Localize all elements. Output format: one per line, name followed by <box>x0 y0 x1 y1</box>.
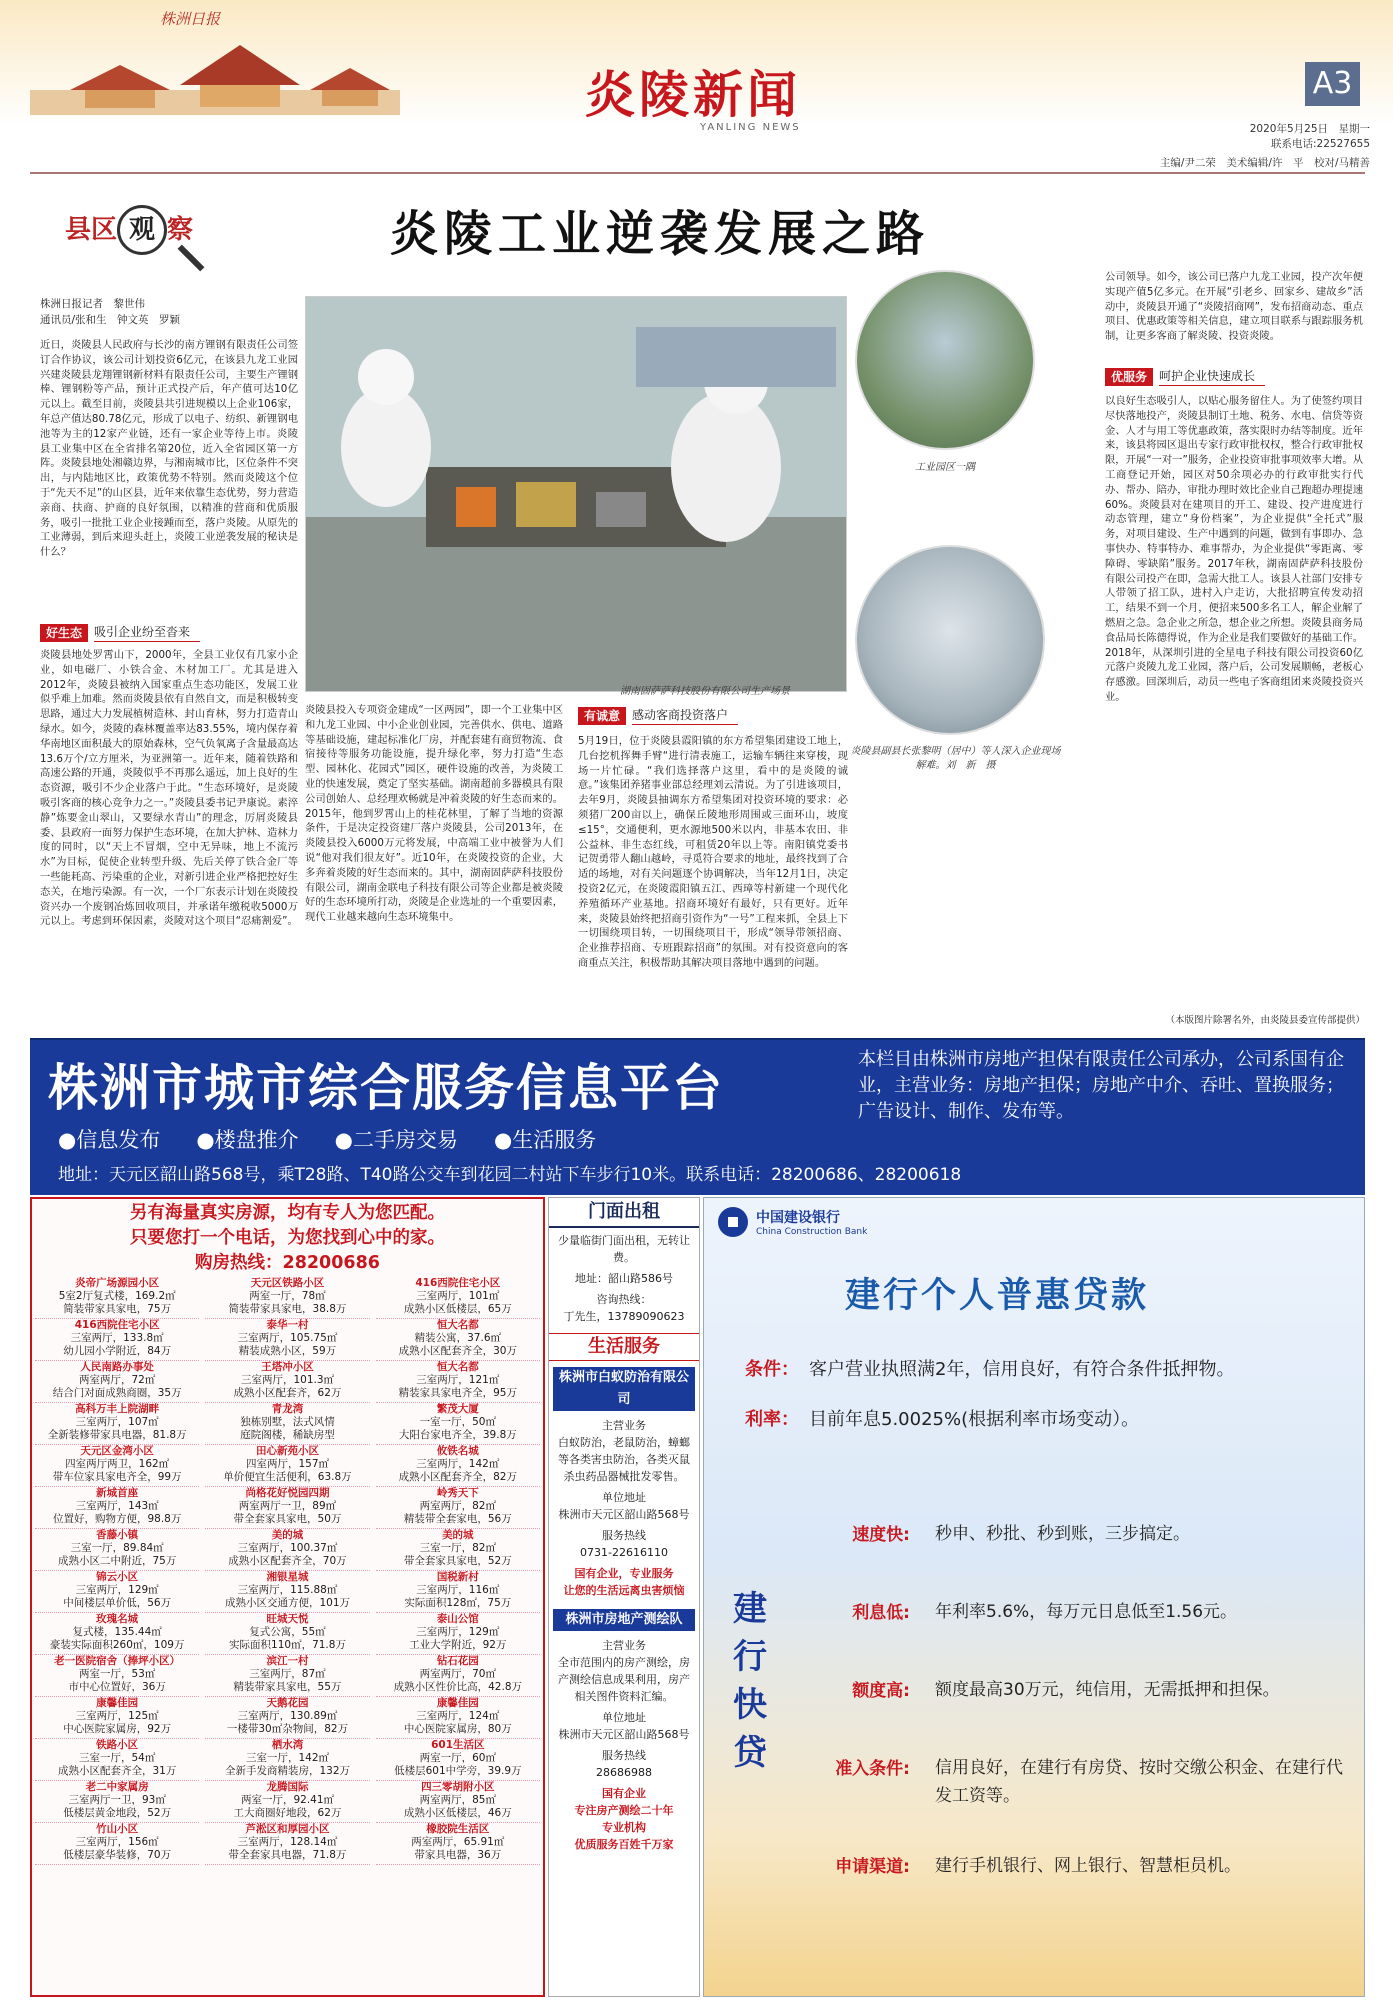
listing-detail: 成熟小区配套齐全，70万 <box>228 1554 347 1567</box>
photo-credit: （本版图片除署名外，由炎陵县委宣传部提供） <box>1165 1015 1365 1026</box>
listing-title: 天元区金湾小区 <box>80 1445 154 1457</box>
loan-rate-value: 目前年息5.0025%(根据利率市场变动）。 <box>809 1409 1140 1430</box>
subhead-tag: 优服务 <box>1105 368 1153 386</box>
listing-detail: 成熟小区低楼层，46万 <box>403 1806 512 1819</box>
listing-title: 416西院住宅小区 <box>415 1277 501 1289</box>
article-col3-body: 5月19日，位于炎陵县霞阳镇的东方希望集团建设工地上，几台挖机挥舞手臂“进行清表施工，运输车辆往来穿梭，现场一片忙碌。“我们选择落户这里，看中的是炎陵的诚意。”该集团养猪事业部总经理刘云清说。为了引进该项目，去年9月，炎陵县抽调东方希望集团对投资环境的要求：必须猪厂200亩以上，确保丘陵地形周围或三面环山，坡度≤15°，交通便利，更水源地500米以内，非基本农田、非公益林、非生态红线，可租赁20年以上等。南阳镇党委书记贺勇带人翻山越岭，寻觅符合要求的地址，最终找到了合适的场地，对有关问题逐个协调解决，当年12月1日，决定投资2亿元，在炎陵霞阳镇五江、西璋等村新建一个现代化养殖循环产业基地。招商环境好有最好，只有更好。近年来，炎陵县始终把招商引资作为“一号”工程来抓，全县上下一切围绕项目转，一切围绕项目干，形成“领导带领招商、企业推荐招商、专班跟踪招商”的氛围。对有投资意向的客商重点关注，积极帮助其解决项目落地中遇到的问题。 <box>578 735 848 969</box>
listing-detail: 三室两厅，121㎡ <box>416 1373 500 1386</box>
listing-item <box>376 1487 540 1529</box>
listing-item <box>35 1781 199 1823</box>
listing-item <box>376 1781 540 1823</box>
listing-title: 新城首座 <box>96 1487 139 1499</box>
listing-item <box>35 1571 199 1613</box>
listing-detail: 工业大学附近，92万 <box>409 1638 507 1651</box>
listing-item <box>376 1445 540 1487</box>
byline-correspondents: 通讯员/张和生 钟文英 罗颖 <box>40 314 181 326</box>
editor-credits: 主编/尹二荣 美术编辑/许 平 校对/马精善 <box>1159 157 1370 169</box>
listing-detail: 独栋别墅，法式风情 <box>240 1415 335 1428</box>
contact-phone: 联系电话:22527655 <box>1271 138 1370 150</box>
listing-detail: 精装公寓，37.6㎡ <box>414 1331 502 1344</box>
subhead-sincerity <box>578 707 848 725</box>
page-number-badge: A3 <box>1305 62 1360 106</box>
listing-detail: 带车位家具家电齐全，99万 <box>52 1470 182 1483</box>
listing-detail: 低楼层601中学旁，39.9万 <box>394 1764 522 1777</box>
listing-title: 栖水湾 <box>271 1739 304 1751</box>
survey-business-label: 主营业务 <box>602 1639 646 1652</box>
factory-photo-scene <box>306 297 847 692</box>
listing-title: 美的城 <box>271 1529 304 1541</box>
listing-item <box>205 1655 369 1697</box>
listing-detail: 三室两厅，100.37㎡ <box>237 1541 338 1554</box>
quick-loan-vertical-title: 建行快贷 <box>733 1589 767 1773</box>
listing-detail: 成熟小区低楼层，65万 <box>403 1302 512 1315</box>
listing-item <box>205 1361 369 1403</box>
service-resale: ●二手房交易 <box>334 1128 458 1152</box>
listing-detail: 两室两厅一卫，89㎡ <box>238 1499 337 1512</box>
header-divider <box>30 172 1365 174</box>
service-property: ●楼盘推介 <box>196 1128 299 1152</box>
listing-title: 恒大名都 <box>436 1361 479 1373</box>
listing-detail: 单价便宜生活便利，63.8万 <box>223 1470 352 1483</box>
feature-value: 额度最高30万元，纯信用，无需抵押和担保。 <box>935 1680 1280 1700</box>
listing-detail: 低楼层豪华装修，70万 <box>63 1848 172 1861</box>
listing-title: 青龙湾 <box>271 1403 304 1415</box>
listing-detail: 带全套家具家电，50万 <box>233 1512 342 1525</box>
listing-detail: 位置好，购物方便，98.8万 <box>52 1512 182 1525</box>
listing-item <box>205 1739 369 1781</box>
listing-detail: 豪装实际面积260㎡，109万 <box>49 1638 185 1651</box>
listing-detail: 成熟小区配套齐全，82万 <box>398 1470 517 1483</box>
listing-detail: 成熟小区交通方便，101万 <box>224 1596 351 1609</box>
feature-label: 额度高: <box>852 1681 910 1701</box>
pest-business: 白蚁防治，老鼠防治，蟑螂等各类害虫防治，各类灭鼠杀虫药品器械批发零售。 <box>558 1436 690 1483</box>
listing-item <box>205 1571 369 1613</box>
listing-item <box>35 1277 199 1319</box>
listing-detail: 三室两厅，128.14㎡ <box>237 1835 338 1848</box>
listing-item <box>376 1655 540 1697</box>
dateline <box>1220 122 1370 152</box>
survey-address-label: 单位地址 <box>602 1711 646 1724</box>
rent-address: 地址：韶山路586号 <box>575 1272 673 1285</box>
listing-detail: 精装带家具家电，55万 <box>233 1680 342 1693</box>
feature-label: 利息低: <box>852 1603 910 1623</box>
listing-detail: 三室两厅，105.75㎡ <box>237 1331 338 1344</box>
listing-item <box>35 1697 199 1739</box>
temple-illustration <box>30 30 400 115</box>
platform-ad-address: 地址：天元区韶山路568号，乘T28路、T40路公交车到花园二村站下车步行10米。联系电话：28200686、28200618 <box>58 1165 962 1185</box>
listing-detail: 三室两厅，129㎡ <box>75 1583 159 1596</box>
listing-item <box>205 1529 369 1571</box>
listings-head-1: 另有海量真实房源，均有专人为您匹配。 <box>130 1203 445 1223</box>
listing-detail: 带全套家具电器，71.8万 <box>228 1848 347 1861</box>
listing-item <box>35 1823 199 1865</box>
listing-detail: 三室一厅，54㎡ <box>78 1751 156 1764</box>
listing-item <box>205 1445 369 1487</box>
listing-detail: 成熟小区性价比高，42.8万 <box>393 1680 523 1693</box>
listing-detail: 一楼带30㎡杂物间，82万 <box>226 1722 349 1735</box>
listing-title: 炎帝广场源园小区 <box>75 1277 160 1289</box>
survey-business: 全市范围内的房产测绘，房产测绘信息成果利用，房产相关图件资料汇编。 <box>558 1656 690 1703</box>
listing-detail: 复式楼，135.44㎡ <box>72 1625 162 1638</box>
listing-detail: 5室2厅复式楼，169.2㎡ <box>58 1289 176 1302</box>
listing-item <box>205 1697 369 1739</box>
listing-item <box>205 1487 369 1529</box>
industrial-park-caption: 工业园区一隅 <box>915 462 975 473</box>
platform-ad-services <box>58 1124 596 1154</box>
listing-detail: 中间楼层单价低，56万 <box>63 1596 172 1609</box>
article-col4-top: 公司领导。如今，该公司已落户九龙工业园，投产次年便实现产值5亿多元。在开展“引老乡、回家乡、建故乡”活动中，炎陵县开通了“炎陵招商网”，发布招商动态、重点项目、优惠政策等相关信息，建立项目联系与跟踪服务机制，让更多客商了解炎陵、投资炎陵。 <box>1105 271 1363 343</box>
listing-detail: 精装家具家电齐全，95万 <box>398 1386 517 1399</box>
listing-detail: 三室两厅，124㎡ <box>416 1709 500 1722</box>
feature-limit <box>800 1676 1350 1704</box>
listing-detail: 两室两厅，85㎡ <box>419 1793 496 1806</box>
platform-ad-title: 株洲市城市综合服务信息平台 <box>48 1058 724 1117</box>
listing-item <box>205 1277 369 1319</box>
listing-detail: 两室两厅，72㎡ <box>78 1373 156 1386</box>
listing-detail: 成熟小区配套齐全，30万 <box>398 1344 517 1357</box>
listing-item <box>35 1739 199 1781</box>
listing-item <box>376 1739 540 1781</box>
life-service-heading: 生活服务 <box>549 1333 699 1361</box>
classifieds-column <box>548 1197 700 1997</box>
listing-detail: 三室两厅，125㎡ <box>75 1709 159 1722</box>
paper-name: 株洲日报 <box>160 10 221 28</box>
listing-title: 钻石花园 <box>436 1655 479 1667</box>
listing-item <box>35 1613 199 1655</box>
listing-item <box>376 1823 540 1865</box>
survey-company: 株洲市房地产测绘队 <box>553 1609 695 1631</box>
listing-detail: 两室一厅，53㎡ <box>78 1667 156 1680</box>
listing-detail: 成熟小区配套齐，62万 <box>233 1386 342 1399</box>
listing-title: 老一医院宿舍（捧坪小区） <box>54 1655 181 1667</box>
pest-hotline-label: 服务热线 <box>602 1529 646 1542</box>
listing-detail: 成熟小区配套齐全，31万 <box>57 1764 177 1777</box>
ccb-logo-icon <box>718 1207 748 1237</box>
service-life: ●生活服务 <box>493 1128 597 1152</box>
listings-hotline: 购房热线：28200686 <box>195 1253 380 1273</box>
survey-phone: 28686988 <box>596 1766 652 1779</box>
listing-item <box>35 1655 199 1697</box>
pest-phone: 0731-22616110 <box>580 1546 668 1559</box>
article-col1-intro: 近日，炎陵县人民政府与长沙的南方锂钢有限责任公司签订合作协议，该公司计划投资6亿元，在该县九龙工业园兴建炎陵县龙翔锂钢新材料有限责任公司，主要生产锂钢棒、锂钢粉等产品，预计正式投产后，年产值可达10亿元以上。截至目前，炎陵县共引进规模以上企业106家，年总产值达80.78亿元，形成了以电子、纺织、新锂钢电池等为主的12家产业链，还有一家企业等待上市。炎陵县工业集中区在全省排名第20位，近入全省园区第一方阵。炎陵县地处湘赣边界，与湘南城市比，区位条件不突出，与内陆地区比，政策优势不特别。然而炎陵这个位于“先天不足”的山区县，近年来依靠生态优势，努力营造亲商、扶商、护商的良好氛围，以精准的营商和优质服务，吸引一批批工业企业接踵而至，落户炎陵。从原先的工业薄弱，到后来迎头赶上，炎陵工业逆袭发展的秘诀是什么？ <box>40 339 298 559</box>
listing-detail: 带全套家具家电，52万 <box>403 1554 512 1567</box>
industrial-park-photo <box>855 270 1035 450</box>
listing-title: 四三零胡附小区 <box>421 1781 495 1793</box>
listing-item <box>205 1403 369 1445</box>
survey-slogan-1: 国有企业 <box>602 1787 646 1800</box>
listing-detail: 两室两厅，82㎡ <box>419 1499 496 1512</box>
listing-item <box>35 1445 199 1487</box>
listing-title: 恒大名都 <box>436 1319 479 1331</box>
listing-title: 铁路小区 <box>96 1739 139 1751</box>
listing-title: 王塔冲小区 <box>261 1361 314 1373</box>
listing-title: 老二中家属房 <box>85 1781 149 1793</box>
listing-title: 芦淞区和厚园小区 <box>245 1823 330 1835</box>
listing-detail: 三室两厅，101.3㎡ <box>240 1373 335 1386</box>
listing-title: 高科万丰上院湖畔 <box>75 1403 160 1415</box>
listing-item <box>376 1529 540 1571</box>
feature-value: 秒申、秒批、秒到账，三步搞定。 <box>935 1524 1190 1544</box>
listing-title: 田心新苑小区 <box>255 1445 319 1457</box>
listing-detail: 带家具电器，36万 <box>414 1848 502 1861</box>
subhead-tag: 有诚意 <box>578 707 626 725</box>
listing-title: 岭秀天下 <box>436 1487 479 1499</box>
listing-title: 康馨佳园 <box>96 1697 139 1709</box>
listing-detail: 四室两厅，157㎡ <box>245 1457 330 1470</box>
listing-item <box>205 1781 369 1823</box>
survey-address: 株洲市天元区韶山路568号 <box>558 1728 690 1741</box>
listing-title: 601生活区 <box>431 1739 485 1751</box>
listing-detail: 大阳台家电齐全，39.8万 <box>398 1428 517 1441</box>
loan-condition-label: 条件： <box>745 1359 799 1380</box>
byline-reporter: 株洲日报记者 黎世伟 <box>40 298 145 310</box>
article-col2-body: 炎陵县投入专项资金建成“一区两园”，即一个工业集中区和九龙工业园、中小企业创业园，完善供水、供电、道路等基础设施，建起标准化厂房，并配套建有商贸物流、食宿接待等服务功能设施，提升绿化率，努力打造“生态型、园林化、花园式”园区，硬件设施的改善，为炎陵工业的快速发展，奠定了坚实基础。湖南超前多器模具有限公司创始人、总经理欢畅就是冲着炎陵的好生态而来的。2015年，他到罗霄山上的桂花林里，了解了当地的资源条件，于是决定投资建厂落户炎陵县，公司2013年，在炎陵县投入6000万元将发展，中高端工业中被誉为人们说“他对我们很友好”。近10年，在炎陵投资的企业，大多奔着炎陵的好生态而来的。其中，湖南固萨萨科技股份有限公司，湖南金联电子科技有限公司等企业都是被炎陵好的生态环境所打动，炎陵是企业选址的一个重要因素，现代工业越来越向生态环境集中。 <box>305 704 563 924</box>
listing-detail: 两室一厅，78㎡ <box>249 1289 326 1302</box>
property-listings <box>30 1197 545 1997</box>
listing-title: 繁茂大厦 <box>436 1403 479 1415</box>
listing-title: 香藤小镇 <box>96 1529 139 1541</box>
feature-label: 速度快: <box>852 1525 910 1545</box>
listing-item <box>376 1403 540 1445</box>
column-logo-pre: 县区 <box>65 215 118 245</box>
listing-item <box>205 1319 369 1361</box>
listing-title: 人民南路办事处 <box>80 1361 154 1373</box>
feature-eligibility <box>800 1754 1350 1810</box>
listing-detail: 三室两厅，116㎡ <box>416 1583 500 1596</box>
survey-hotline-label: 服务热线 <box>602 1749 646 1762</box>
site-visit-caption: 炎陵县副县长张黎明（居中）等人深入企业现场解难。刘 新 摄 <box>850 746 1061 771</box>
listing-detail: 三室两厅，143㎡ <box>75 1499 159 1512</box>
listing-detail: 两室两厅，65.91㎡ <box>411 1835 505 1848</box>
listing-item <box>376 1571 540 1613</box>
article-col4-body: 以良好生态吸引人，以贴心服务留住人。为了使签约项目尽快落地投产，炎陵县制订土地、税务、水电、信贷等资金、人才与用工等优惠政策，落实限时办结等制度。近年来，该县将园区退出专家行政审批权权，整合行政审批权限，开展“一对一”服务，企业投资审批事项效率大增。从工商登记开始，园区对50余项必办的行政审批实行代办、帮办、陪办，审批办理时效比企业自己跑超办理提速60%。炎陵县对在建项目的开工、建设、投产进度进行动态管理，建立“身份档案”，为企业提供“全托式”服务，对项目建设、生产中遇到的问题，做到有事即办、急事快办、特事特办、难事帮办，为企业提供“零距离、零障碍、零缺陷”服务。2017年秋，湖南固萨萨科技股份有限公司投产在即，急需大批工人。该县人社部门安排专人带领了招工队，进村入户走访，大批招聘宣传发动招工，结果不到一个月，便招来500多名工人，解企业解了燃眉之急。急企业之所急，想企业之所想。炎陵县商务局食品局长陈德得说，作为企业是我们要做好的基础工作。2018年，从深圳引进的全星电子科技有限公司投资60亿元落户炎陵九龙工业园，落户后，公司发展顺畅，老板心存感激。回深圳后，动员一些电子客商组团来炎陵投资兴业。 <box>1105 395 1363 703</box>
feature-interest <box>800 1598 1350 1626</box>
feature-label: 申请渠道: <box>835 1857 910 1877</box>
listing-title: 竹山小区 <box>96 1823 139 1835</box>
subhead-tag: 好生态 <box>40 624 88 642</box>
loan-condition <box>745 1355 1345 1381</box>
listing-title: 泰山公馆 <box>436 1613 479 1625</box>
listing-item <box>376 1697 540 1739</box>
listing-detail: 三室两厅，101㎡ <box>416 1289 500 1302</box>
subhead-label: 吸引企业纷至沓来 <box>94 624 200 642</box>
listing-title: 天元区铁路小区 <box>250 1277 325 1289</box>
listing-detail: 一室一厅，50㎡ <box>419 1415 496 1428</box>
rent-phone: 丁先生，13789090623 <box>563 1310 685 1323</box>
pest-business-label: 主营业务 <box>602 1419 646 1432</box>
listing-title: 美的城 <box>442 1529 474 1541</box>
listing-title: 国税新村 <box>436 1571 479 1583</box>
listing-detail: 三室两厅，107㎡ <box>75 1415 159 1428</box>
listing-detail: 庭院阁楼，稀缺房型 <box>240 1428 335 1441</box>
listings-head-2: 只要您打一个电话，为您找到心中的家。 <box>130 1228 445 1248</box>
survey-slogan-4: 优质服务百姓千万家 <box>574 1838 674 1851</box>
loan-title: 建行个人普惠贷款 <box>845 1275 1150 1316</box>
subhead-label: 感动客商投资落户 <box>632 707 738 725</box>
listing-detail: 三室两厅，156㎡ <box>75 1835 159 1848</box>
listing-detail: 三室两厅一卫，93㎡ <box>68 1793 166 1806</box>
listing-detail: 三室一厅，89.84㎡ <box>70 1541 164 1554</box>
listing-detail: 精装成熟小区，59万 <box>238 1344 337 1357</box>
listing-detail: 成熟小区二中附近，75万 <box>57 1554 177 1567</box>
listing-title: 玫瑰名城 <box>96 1613 139 1625</box>
factory-photo-caption: 湖南固萨萨科技股份有限公司生产场景 <box>620 686 790 697</box>
site-visit-photo <box>855 545 1045 735</box>
listing-detail: 结合门对面成熟商圈，35万 <box>52 1386 182 1399</box>
listing-detail: 实际面积128㎡，75万 <box>404 1596 512 1609</box>
ccb-logo-cn: 中国建设银行 <box>756 1210 840 1226</box>
listing-detail: 三室两厅，130.89㎡ <box>237 1709 338 1722</box>
platform-ad-description: 本栏目由株洲市房地产担保有限责任公司承办，公司系国有企业，主营业务：房地产担保；房地产中介、吞吐、置换服务；广告设计、制作、发布等。 <box>858 1049 1344 1122</box>
feature-value: 年利率5.6%，每万元日息低至1.56元。 <box>935 1602 1238 1622</box>
listing-item <box>35 1319 199 1361</box>
feature-speed <box>800 1520 1350 1548</box>
column-logo-circle: 观 <box>117 205 167 255</box>
listing-detail: 简装带家具家电，75万 <box>63 1302 172 1315</box>
listing-item <box>35 1403 199 1445</box>
listing-detail: 实际面积110㎡，71.8万 <box>229 1638 346 1651</box>
feature-label: 准入条件: <box>835 1759 910 1779</box>
listing-item <box>376 1613 540 1655</box>
listing-item <box>35 1361 199 1403</box>
listing-detail: 两室两厅，70㎡ <box>419 1667 496 1680</box>
listing-detail: 三室两厅，115.88㎡ <box>237 1583 338 1596</box>
rent-heading: 门面出租 <box>549 1198 699 1228</box>
listing-detail: 全新手发商精装房，132万 <box>224 1764 351 1777</box>
listing-title: 湘银星城 <box>266 1571 309 1583</box>
listing-detail: 简装带家具家电，38.8万 <box>228 1302 347 1315</box>
listing-item <box>35 1487 199 1529</box>
feature-value: 信用良好，在建行有房贷、按时交缴公积金、在建行代发工资等。 <box>935 1758 1343 1806</box>
listing-detail: 中心医院家属房，92万 <box>63 1722 172 1735</box>
loan-rate <box>745 1405 1345 1431</box>
listing-detail: 三室一厅，82㎡ <box>419 1541 496 1554</box>
listing-detail: 中心医院家属房，80万 <box>403 1722 512 1735</box>
survey-slogan-2: 专注房产测绘二十年 <box>574 1804 674 1817</box>
listing-detail: 三室两厅，133.8㎡ <box>70 1331 164 1344</box>
listing-detail: 三室两厅，87㎡ <box>249 1667 326 1680</box>
listing-title: 泰华一村 <box>266 1319 309 1331</box>
loan-condition-value: 客户营业执照满2年，信用良好，有符合条件抵押物。 <box>809 1359 1235 1380</box>
listing-title: 龙腾国际 <box>266 1781 309 1793</box>
listing-detail: 精装带全套家电，56万 <box>403 1512 512 1525</box>
listing-detail: 复式公寓，55㎡ <box>249 1625 326 1638</box>
subhead-label: 呵护企业快速成长 <box>1159 368 1265 386</box>
pest-address: 株洲市天元区韶山路568号 <box>558 1508 690 1521</box>
column-logo <box>65 205 193 255</box>
service-info: ●信息发布 <box>58 1128 161 1152</box>
listing-title: 416西院住宅小区 <box>74 1319 160 1331</box>
pest-company: 株洲市白蚁防治有限公司 <box>553 1367 695 1411</box>
listing-item <box>376 1277 540 1319</box>
article-col1-body: 炎陵县地处罗霄山下，2000年，全县工业仅有几家小企业，如电磁厂、小铁合金、木材加工厂。尤其是进入2012年，炎陵县被纳入国家重点生态功能区，发展工业似乎难上加难。然而炎陵县依有自然自文，而是积极转变思路，通过大力发展植树造林、封山育林，努力打造青山绿水。如今，炎陵的森林覆盖率达83.55%，境内保存着华南地区面积最大的原始森林，空气负氧离子含量最高达13.6万个/立方厘米，为亚洲第一。近年来，随着铁路和高速公路的开通，炎陵似乎不再那么遥远，加上良好的生态资源，吸引不少企业落户于此。“生态环境好，是炎陵吸引客商的核心竞争力之一。”炎陵县委书记尹康说。素淬静”炼要金山翠山，又要绿水青山”的理念，厉屑炎陵县委、县政府一面努力保护生态环境，在加大护林、造林力度的同时，以“天上不冒烟，空中无异味，地上不流污水”为目标，促使企业转型升级、先后关停了铁合金厂等一些能耗高、污染重的企业，对新引进企业严格把控好生态关，在地污染源。有一次，一个厂东表示计划在炎陵投资兴办一个废钢冶炼回收项目，并承诺年缴税收5000万元以上。考虑到环保因素，炎陵对这个项目“忍痛割爱”。 <box>40 649 298 928</box>
issue-date: 2020年5月25日 星期一 <box>1249 123 1370 135</box>
listing-detail: 两室一厅，60㎡ <box>419 1751 496 1764</box>
subhead-service <box>1105 368 1363 386</box>
headline: 炎陵工业逆袭发展之路 <box>390 206 931 262</box>
listing-detail: 三室一厅，142㎡ <box>245 1751 330 1764</box>
listing-title: 锦云小区 <box>96 1571 139 1583</box>
listing-item <box>376 1319 540 1361</box>
listing-title: 天鹅花园 <box>266 1697 309 1709</box>
listing-title: 旺城天悦 <box>266 1613 309 1625</box>
loan-rate-label: 利率： <box>745 1409 799 1430</box>
listing-detail: 两室一厅，92.41㎡ <box>240 1793 335 1806</box>
listing-detail: 工大商圈好地段，62万 <box>233 1806 342 1819</box>
pest-address-label: 单位地址 <box>602 1491 646 1504</box>
survey-slogan-3: 专业机构 <box>602 1821 646 1834</box>
listing-detail: 市中心位置好，36万 <box>68 1680 166 1693</box>
listing-detail: 低楼层黄金地段，52万 <box>63 1806 172 1819</box>
factory-photo <box>305 296 847 692</box>
ccb-logo <box>718 1207 867 1237</box>
listing-detail: 三室两厅，129㎡ <box>416 1625 500 1638</box>
byline <box>40 296 180 328</box>
listing-title: 滨江一村 <box>266 1655 309 1667</box>
listing-title: 尚格花好悦园四期 <box>245 1487 330 1499</box>
listings-grid <box>35 1277 540 1865</box>
listing-title: 橡胶院生活区 <box>426 1823 490 1835</box>
pest-slogan-1: 国有企业，专业服务 <box>574 1567 674 1580</box>
rent-contact-label: 咨询热线： <box>596 1293 652 1306</box>
ccb-logo-en: China Construction Bank <box>756 1227 868 1237</box>
listing-detail: 幼儿园小学附近，84万 <box>63 1344 172 1357</box>
listing-detail: 全新装修带家具电器，81.8万 <box>47 1428 187 1441</box>
rent-text: 少量临街门面出租，无转让费。 <box>558 1234 690 1264</box>
masthead-title: 炎陵新闻 <box>585 65 801 124</box>
feature-value: 建行手机银行、网上银行、智慧柜员机。 <box>935 1856 1241 1876</box>
feature-channels <box>800 1852 1350 1880</box>
listing-item <box>205 1613 369 1655</box>
listing-title: 攸铁名城 <box>436 1445 479 1457</box>
column-logo-post: 察 <box>167 215 194 245</box>
listing-item <box>205 1823 369 1865</box>
listing-detail: 四室两厅两卫，162㎡ <box>65 1457 170 1470</box>
subhead-good-ecology <box>40 624 298 642</box>
listing-detail: 三室两厅，142㎡ <box>416 1457 500 1470</box>
listing-item <box>376 1361 540 1403</box>
pest-slogan-2: 让您的生活远离虫害烦恼 <box>563 1584 685 1597</box>
masthead-english: YANLING NEWS <box>700 122 801 133</box>
listing-item <box>35 1529 199 1571</box>
listing-title: 康馨佳园 <box>436 1697 479 1709</box>
